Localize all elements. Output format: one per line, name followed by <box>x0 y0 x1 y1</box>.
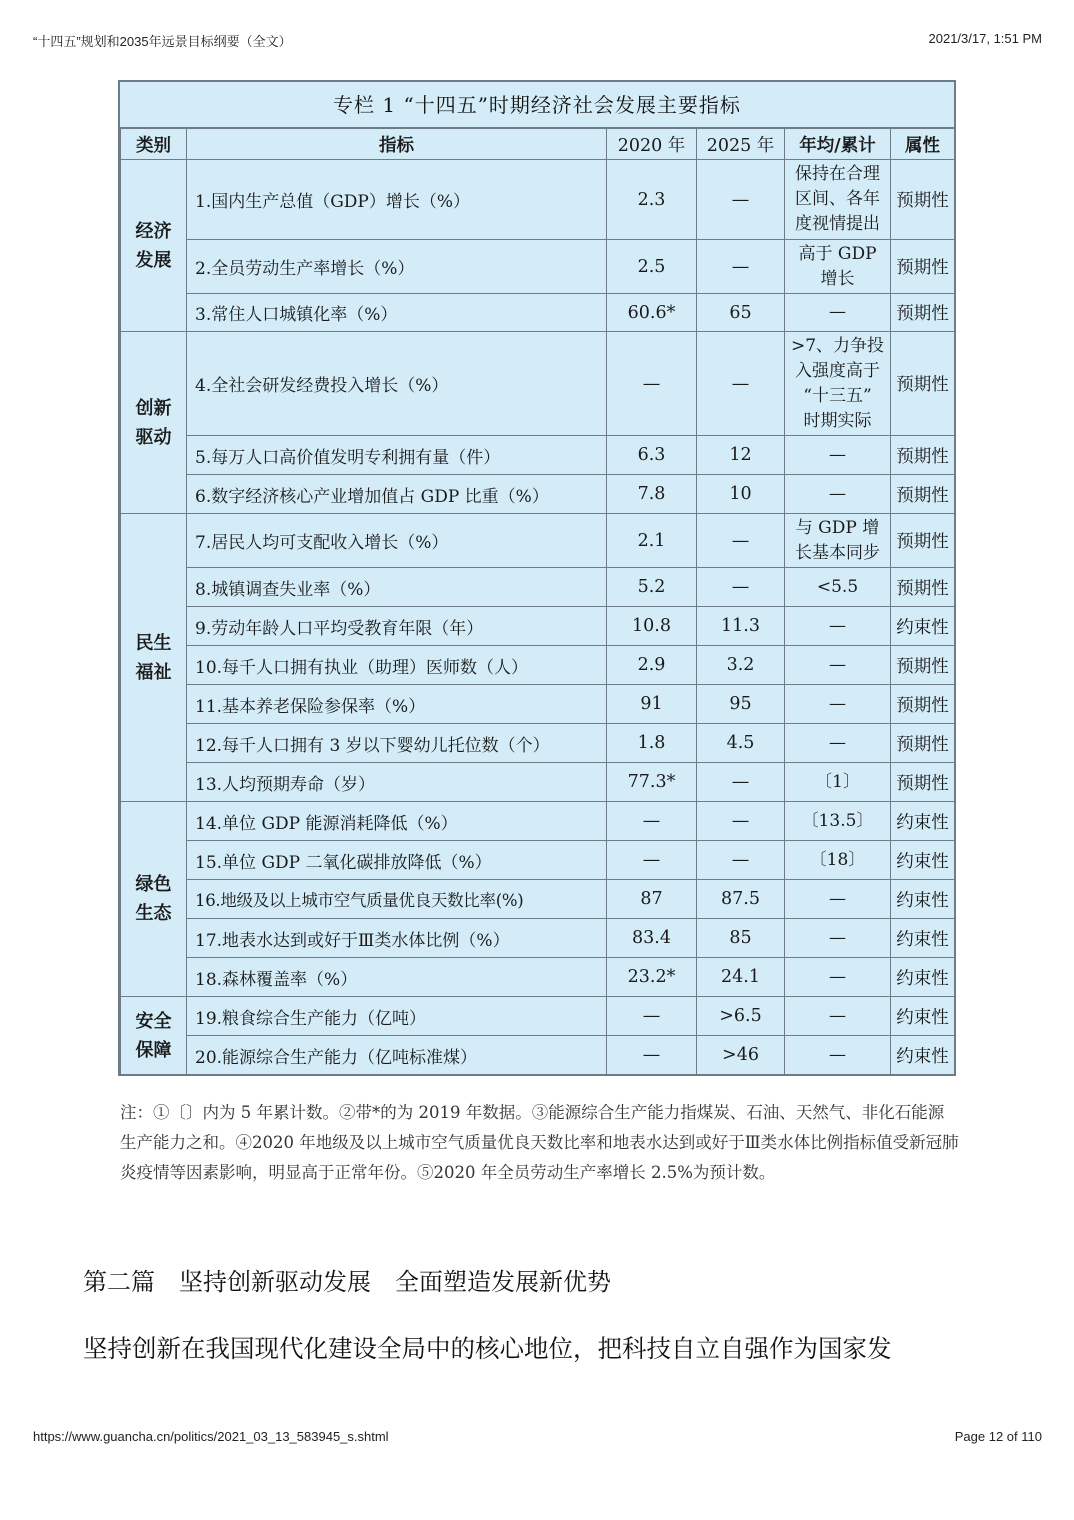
table-row <box>121 332 955 436</box>
table-row <box>121 802 955 841</box>
value-2020: 2.1 <box>607 514 697 568</box>
attribute: 预期性 <box>891 514 955 568</box>
table-row <box>121 841 955 880</box>
attribute: 约束性 <box>891 1036 955 1075</box>
value-2025: — <box>697 763 785 802</box>
table-row <box>121 607 955 646</box>
value-2020: 87 <box>607 880 697 919</box>
column-header: 2025 年 <box>697 129 785 160</box>
attribute: 预期性 <box>891 568 955 607</box>
table-header-row <box>121 129 955 160</box>
table-row <box>121 160 955 240</box>
value-2025: 65 <box>697 294 785 332</box>
column-header: 年均/累计 <box>785 129 891 160</box>
annual-cumulative: — <box>785 1036 891 1075</box>
indicator-name: 11.基本养老保险参保率（%） <box>187 685 607 724</box>
print-header-title: “十四五”规划和2035年远景目标纲要（全文） <box>33 34 292 49</box>
table-row <box>121 240 955 294</box>
value-2025: >6.5 <box>697 997 785 1036</box>
indicator-name: 5.每万人口高价值发明专利拥有量（件） <box>187 436 607 475</box>
indicator-table <box>120 128 955 1075</box>
attribute: 预期性 <box>891 763 955 802</box>
value-2020: 77.3* <box>607 763 697 802</box>
indicator-name: 16.地级及以上城市空气质量优良天数比率(%) <box>187 880 607 919</box>
value-2025: 87.5 <box>697 880 785 919</box>
value-2020: — <box>607 1036 697 1075</box>
attribute: 预期性 <box>891 294 955 332</box>
annual-cumulative: >7、力争投 入强度高于 “十三五” 时期实际 <box>785 332 891 436</box>
value-2025: — <box>697 332 785 436</box>
value-2020: 2.5 <box>607 240 697 294</box>
category-cell: 安全 保障 <box>121 997 187 1075</box>
indicator-name: 19.粮食综合生产能力（亿吨） <box>187 997 607 1036</box>
body-paragraph: 坚持创新在我国现代化建设全局中的核心地位，把科技自立自强作为国家发 <box>83 1334 892 1363</box>
column-header: 类别 <box>121 129 187 160</box>
annual-cumulative: — <box>785 919 891 958</box>
value-2020: 23.2* <box>607 958 697 997</box>
value-2020: 91 <box>607 685 697 724</box>
table-row <box>121 436 955 475</box>
table-row <box>121 880 955 919</box>
value-2020: — <box>607 802 697 841</box>
attribute: 预期性 <box>891 685 955 724</box>
value-2020: 1.8 <box>607 724 697 763</box>
indicator-name: 9.劳动年龄人口平均受教育年限（年） <box>187 607 607 646</box>
indicator-name: 14.单位 GDP 能源消耗降低（%） <box>187 802 607 841</box>
annual-cumulative: 〔18〕 <box>785 841 891 880</box>
column-header: 指标 <box>187 129 607 160</box>
print-footer-url[interactable]: https://www.guancha.cn/politics/2021_03_13_583945_s.shtml <box>33 1429 389 1444</box>
attribute: 预期性 <box>891 240 955 294</box>
indicator-name: 3.常住人口城镇化率（%） <box>187 294 607 332</box>
annual-cumulative: — <box>785 475 891 514</box>
attribute: 约束性 <box>891 802 955 841</box>
value-2025: 24.1 <box>697 958 785 997</box>
indicator-name: 2.全员劳动生产率增长（%） <box>187 240 607 294</box>
value-2020: — <box>607 997 697 1036</box>
value-2025: 12 <box>697 436 785 475</box>
attribute: 预期性 <box>891 724 955 763</box>
table-caption: 专栏 1 “十四五”时期经济社会发展主要指标 <box>120 82 954 128</box>
indicator-name: 4.全社会研发经费投入增长（%） <box>187 332 607 436</box>
annual-cumulative: — <box>785 294 891 332</box>
annual-cumulative: 与 GDP 增 长基本同步 <box>785 514 891 568</box>
attribute: 约束性 <box>891 958 955 997</box>
category-cell: 绿色 生态 <box>121 802 187 997</box>
indicator-name: 10.每千人口拥有执业（助理）医师数（人） <box>187 646 607 685</box>
value-2020: 60.6* <box>607 294 697 332</box>
table-footnote: 注：①〔〕内为 5 年累计数。②带*的为 2019 年数据。③能源综合生产能力指煤炭、石油、天然气、非化石能源生产能力之和。④2020 年地级及以上城市空气质量优良天数比率和地表水达到或好于Ⅲ类水体比例指标值受新冠肺炎疫情等因素影响，明显高于正常年份。⑤2020 年全员劳动生产率增长 2.5%为预计数。 <box>120 1103 959 1182</box>
value-2025: >46 <box>697 1036 785 1075</box>
attribute: 约束性 <box>891 919 955 958</box>
value-2025: 3.2 <box>697 646 785 685</box>
value-2020: — <box>607 332 697 436</box>
value-2025: — <box>697 802 785 841</box>
value-2025: 10 <box>697 475 785 514</box>
annual-cumulative: — <box>785 724 891 763</box>
table-row <box>121 475 955 514</box>
indicator-name: 8.城镇调查失业率（%） <box>187 568 607 607</box>
indicator-name: 20.能源综合生产能力（亿吨标准煤） <box>187 1036 607 1075</box>
annual-cumulative: 高于 GDP 增长 <box>785 240 891 294</box>
column-header: 2020 年 <box>607 129 697 160</box>
value-2020: — <box>607 841 697 880</box>
indicator-name: 13.人均预期寿命（岁） <box>187 763 607 802</box>
annual-cumulative: 保持在合理 区间、各年 度视情提出 <box>785 160 891 240</box>
indicator-name: 17.地表水达到或好于Ⅲ类水体比例（%） <box>187 919 607 958</box>
annual-cumulative: — <box>785 685 891 724</box>
indicator-name: 1.国内生产总值（GDP）增长（%） <box>187 160 607 240</box>
category-cell: 民生 福祉 <box>121 514 187 802</box>
value-2025: 4.5 <box>697 724 785 763</box>
annual-cumulative: — <box>785 646 891 685</box>
value-2025: — <box>697 841 785 880</box>
indicator-name: 15.单位 GDP 二氧化碳排放降低（%） <box>187 841 607 880</box>
category-cell: 经济 发展 <box>121 160 187 332</box>
table-row <box>121 919 955 958</box>
annual-cumulative: — <box>785 607 891 646</box>
value-2020: 5.2 <box>607 568 697 607</box>
table-row <box>121 514 955 568</box>
column-header: 属性 <box>891 129 955 160</box>
value-2025: 11.3 <box>697 607 785 646</box>
value-2020: 10.8 <box>607 607 697 646</box>
table-row <box>121 958 955 997</box>
indicator-name: 6.数字经济核心产业增加值占 GDP 比重（%） <box>187 475 607 514</box>
indicator-name: 12.每千人口拥有 3 岁以下婴幼儿托位数（个） <box>187 724 607 763</box>
value-2020: 7.8 <box>607 475 697 514</box>
print-header-datetime: 2021/3/17, 1:51 PM <box>928 31 1042 46</box>
indicator-name: 7.居民人均可支配收入增长（%） <box>187 514 607 568</box>
attribute: 预期性 <box>891 160 955 240</box>
annual-cumulative: 〔1〕 <box>785 763 891 802</box>
annual-cumulative: — <box>785 436 891 475</box>
print-footer-page-number: Page 12 of 110 <box>954 1429 1042 1444</box>
attribute: 约束性 <box>891 607 955 646</box>
value-2025: — <box>697 240 785 294</box>
table-row <box>121 685 955 724</box>
attribute: 约束性 <box>891 880 955 919</box>
table-row <box>121 294 955 332</box>
annual-cumulative: — <box>785 958 891 997</box>
indicator-name: 18.森林覆盖率（%） <box>187 958 607 997</box>
attribute: 预期性 <box>891 475 955 514</box>
value-2020: 2.3 <box>607 160 697 240</box>
value-2025: — <box>697 160 785 240</box>
value-2025: 95 <box>697 685 785 724</box>
part-title: 第二篇 坚持创新驱动发展 全面塑造发展新优势 <box>83 1268 611 1296</box>
attribute: 约束性 <box>891 997 955 1036</box>
value-2020: 83.4 <box>607 919 697 958</box>
annual-cumulative: 〔13.5〕 <box>785 802 891 841</box>
value-2020: 6.3 <box>607 436 697 475</box>
attribute: 约束性 <box>891 841 955 880</box>
table-row <box>121 997 955 1036</box>
table-row <box>121 724 955 763</box>
table-row <box>121 763 955 802</box>
attribute: 预期性 <box>891 646 955 685</box>
attribute: 预期性 <box>891 436 955 475</box>
table-row <box>121 568 955 607</box>
value-2020: 2.9 <box>607 646 697 685</box>
category-cell: 创新 驱动 <box>121 332 187 514</box>
indicator-table-figure <box>118 80 956 1076</box>
value-2025: — <box>697 514 785 568</box>
attribute: 预期性 <box>891 332 955 436</box>
annual-cumulative: <5.5 <box>785 568 891 607</box>
annual-cumulative: — <box>785 880 891 919</box>
table-row <box>121 646 955 685</box>
annual-cumulative: — <box>785 997 891 1036</box>
value-2025: 85 <box>697 919 785 958</box>
value-2025: — <box>697 568 785 607</box>
table-row <box>121 1036 955 1075</box>
